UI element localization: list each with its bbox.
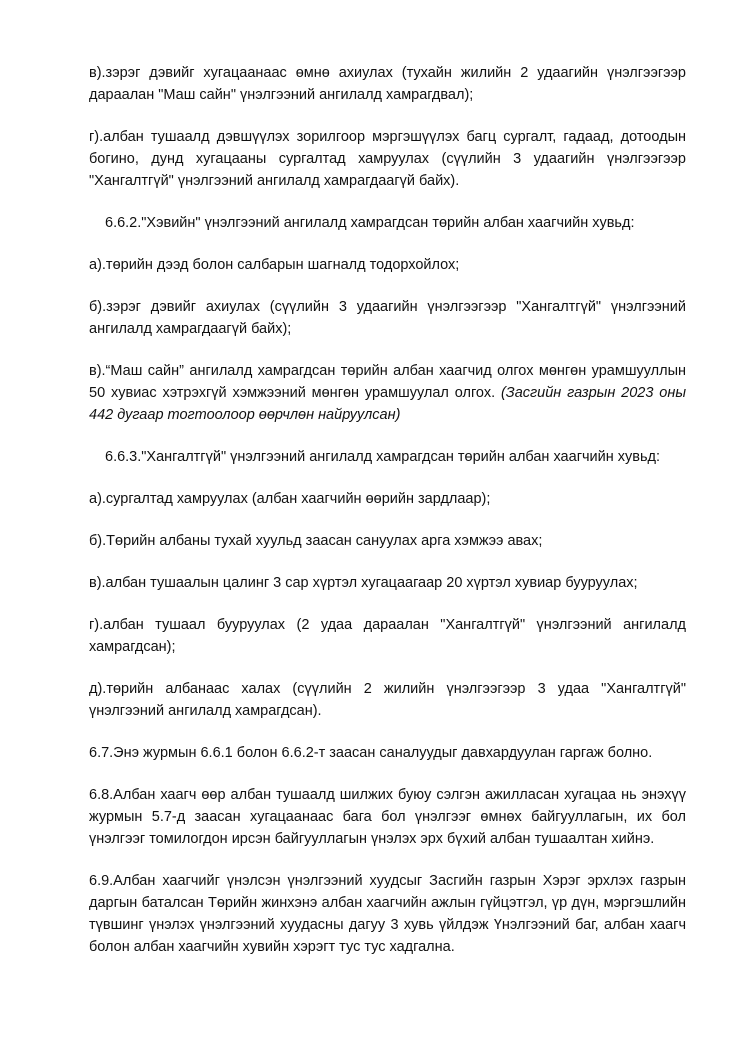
paragraph-6-6-3-b: б).Төрийн албаны тухай хуульд заасан сануулах арга хэмжээ авах;	[89, 533, 543, 549]
paragraph-6-6-3-a: а).сургалтад хамруулах (албан хаагчийн өөрийн зардлаар);	[89, 491, 491, 507]
paragraph-6-6-3-g: г).албан тушаал бууруулах (2 удаа дараалан "Хангалтгүй" үнэлгээний ангилалд хамрагдсан);	[89, 617, 686, 655]
paragraph-6-6-2-v	[89, 360, 686, 426]
paragraph-6-9: 6.9.Албан хаагчийг үнэлсэн үнэлгээний хуудсыг Засгийн газрын Хэрэг эрхлэх газрын даргын баталсан Төрийн жинхэнэ албан хаагчийн ажлын гүйцэтгэл, үр дүн, мэргэшлийн түвшинг үнэлэх үнэлгээний хуудасны дагуу 3 хувь үйлдэж Үнэлгээний баг, албан хаагч болон албан хаагчийн хувийн хэрэгт тус тус хадгална.	[89, 873, 686, 955]
paragraph-6-7: 6.7.Энэ журмын 6.6.1 болон 6.6.2-т заасан саналуудыг давхардуулан гаргаж болно.	[89, 745, 653, 761]
paragraph-6-6-3-d: д).төрийн албанаас халах (сүүлийн 2 жилийн үнэлгээгээр 3 удаа "Хангалтгүй" үнэлгээний ангилалд хамрагдсан).	[89, 681, 686, 719]
paragraph-6-6-1-v: в).зэрэг дэвийг хугацаанаас өмнө ахиулах (тухайн жилийн 2 удаагийн үнэлгээгээр дараалан "Маш сайн" үнэлгээний ангилалд хамрагдвал);	[89, 65, 686, 103]
document-body	[89, 62, 686, 978]
paragraph-6-6-2-b: б).зэрэг дэвийг ахиулах (сүүлийн 3 удаагийн үнэлгээгээр "Хангалтгүй" үнэлгээний ангилалд хамрагдаагүй байх);	[89, 299, 686, 337]
paragraph-6-6-1-g: г).албан тушаалд дэвшүүлэх зорилгоор мэргэшүүлэх багц сургалт, гадаад, дотоодын богино, дунд хугацааны сургалтад хамруулах (сүүлийн 3 удаагийн үнэлгээгээр "Хангалтгүй" үнэлгээний ангилалд хамрагдаагүй байх).	[89, 129, 686, 189]
paragraph-6-6-3-v: в).албан тушаалын цалинг 3 сар хүртэл хугацаагаар 20 хүртэл хувиар бууруулах;	[89, 575, 638, 591]
amendment-note: (Засгийн газрын 2023 оны 442 дугаар тогтоолоор өөрчлөн найруулсан)	[89, 385, 686, 423]
paragraph-6-6-3-heading: 6.6.3."Хангалтгүй" үнэлгээний ангилалд хамрагдсан төрийн албан хаагчийн хувьд:	[105, 449, 661, 465]
paragraph-6-8: 6.8.Албан хаагч өөр албан тушаалд шилжих буюу сэлгэн ажилласан хугацаа нь энэхүү журмын 5.7-д заасан хугацаанаас бага бол үнэлгээг өмнөх байгууллагын, их бол үнэлгээг томилогдон ирсэн байгууллагын үнэлэх эрх бүхий албан тушаалтан хийнэ.	[89, 787, 686, 847]
paragraph-6-6-2-a: а).төрийн дээд болон салбарын шагналд тодорхойлох;	[89, 257, 460, 273]
paragraph-text: в).“Маш сайн” ангилалд хамрагдсан төрийн албан хаагчид олгох мөнгөн урамшууллын 50 хувиас хэтрэхгүй хэмжээний мөнгөн урамшуулал олгох.	[89, 363, 686, 401]
paragraph-6-6-2-heading: 6.6.2."Хэвийн" үнэлгээний ангилалд хамрагдсан төрийн албан хаагчийн хувьд:	[105, 215, 635, 231]
